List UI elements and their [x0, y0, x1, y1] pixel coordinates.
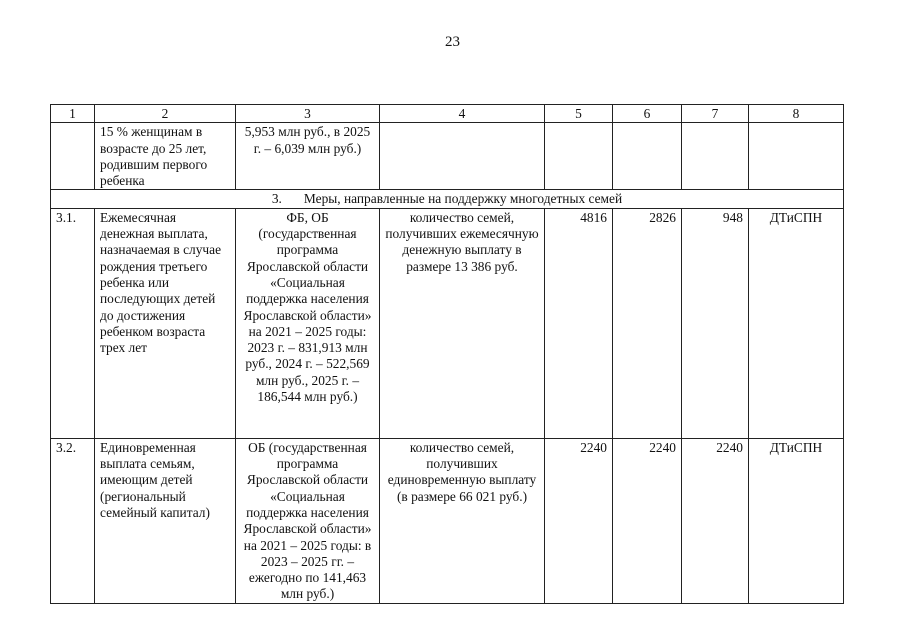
cell-value-7 [682, 123, 749, 190]
measure-name: Единовременная выплата семьям, имеющим детей (региональный семейный капитал) [95, 438, 236, 603]
header-row [51, 105, 844, 123]
value-col-7: 2240 [682, 438, 749, 603]
header-cell-7: 7 [682, 105, 749, 123]
header-cell-6: 6 [613, 105, 682, 123]
indicator: количество семей, получивших ежемесячную денежную выплату в размере 13 386 руб. [380, 208, 545, 438]
row-number: 3.2. [51, 438, 95, 603]
value-col-7: 948 [682, 208, 749, 438]
measures-table [50, 104, 844, 604]
table-row [51, 438, 844, 603]
header-cell-8: 8 [749, 105, 844, 123]
cell-funding-source: 5,953 млн руб., в 2025 г. – 6,039 млн руб.) [236, 123, 380, 190]
cell-num [51, 123, 95, 190]
cell-executor [749, 123, 844, 190]
value-col-6: 2826 [613, 208, 682, 438]
executor: ДТиСПН [749, 208, 844, 438]
funding-source: ОБ (государственная программа Ярославской области «Социальная поддержка населения Ярославской области» на 2021 – 2025 годы: в 2023 – 2025 гг. – ежегодно по 141,463 млн руб.) [236, 438, 380, 603]
header-cell-3: 3 [236, 105, 380, 123]
section-heading [51, 190, 844, 208]
header-cell-5: 5 [545, 105, 613, 123]
cell-measure-name: 15 % женщинам в возрасте до 25 лет, родившим первого ребенка [95, 123, 236, 190]
table-row [51, 208, 844, 438]
funding-source: ФБ, ОБ (государственная программа Ярославской области «Социальная поддержка населения Ярославской области» на 2021 – 2025 годы: 2023 г. – 831,913 млн руб., 2024 г. – 522,569 млн руб., 2025 г. –186,544 млн руб.) [236, 208, 380, 438]
cell-value-6 [613, 123, 682, 190]
header-cell-2: 2 [95, 105, 236, 123]
header-cell-1: 1 [51, 105, 95, 123]
page-number: 23 [445, 34, 460, 50]
indicator: количество семей, получивших единовременную выплату (в размере 66 021 руб.) [380, 438, 545, 603]
cell-indicator [380, 123, 545, 190]
cell-value-5 [545, 123, 613, 190]
continuation-row [51, 123, 844, 190]
header-cell-4: 4 [380, 105, 545, 123]
measure-name: Ежемесячная денежная выплата, назначаемая в случае рождения третьего ребенка или последующих детей до достижения ребенком возраста трех лет [95, 208, 236, 438]
value-col-6: 2240 [613, 438, 682, 603]
section-row [51, 190, 844, 208]
executor: ДТиСПН [749, 438, 844, 603]
value-col-5: 4816 [545, 208, 613, 438]
section-number: 3. [271, 191, 282, 207]
row-number: 3.1. [51, 208, 95, 438]
value-col-5: 2240 [545, 438, 613, 603]
section-title: Меры, направленные на поддержку многодетных семей [303, 191, 623, 207]
